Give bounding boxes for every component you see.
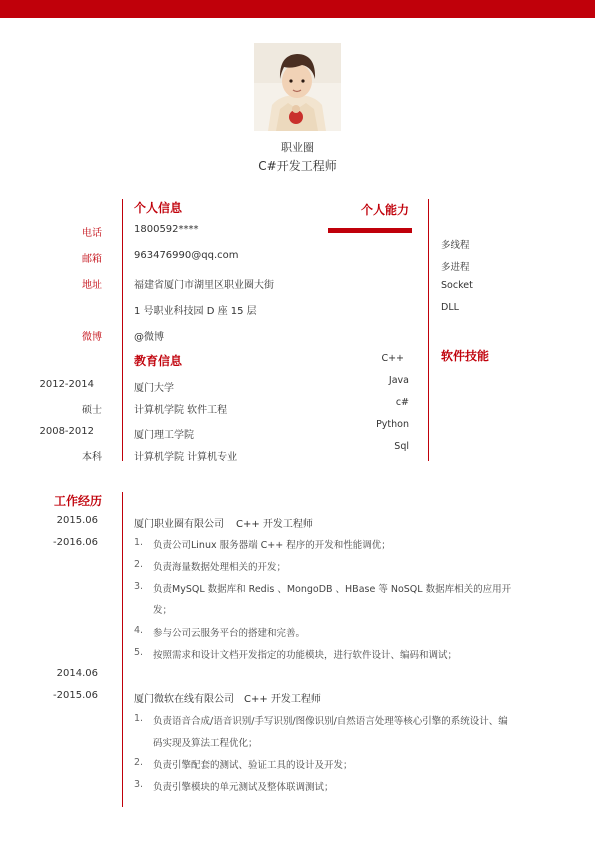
job-title: C#开发工程师 [258, 159, 337, 173]
weibo-label: 微博 [82, 332, 102, 343]
skill-item: c# [395, 397, 409, 408]
ability-level-bar [328, 228, 412, 233]
duty-item: 负责海量数据处理相关的开发； [153, 562, 287, 573]
duty-item: 负责语音合成/语音识别/手写识别/图像识别/自然语言处理等核心引擎的系统设计、编 [153, 716, 508, 727]
education-heading: 教育信息 [134, 354, 183, 368]
person-name: 职业圈 [281, 141, 314, 154]
duty-item: 负责MySQL 数据库和 Redis 、MongoDB 、HBase 等 NoSQL 数据库相关的应用开 [153, 584, 512, 595]
phone-label: 电话 [82, 228, 102, 239]
duty-number: 5. [134, 647, 144, 658]
duty-number: 3. [134, 779, 144, 790]
job-period-end: -2016.06 [53, 537, 98, 548]
ability-item: 多进程 [441, 262, 470, 273]
edu-degree: 本科 [82, 452, 102, 463]
abilities-heading: 个人能力 [361, 203, 410, 217]
child-portrait-image [254, 43, 341, 131]
duty-item: 按照需求和设计文档开发指定的功能模块，进行软件设计、编码和调试； [153, 650, 458, 661]
edu-period: 2008-2012 [39, 426, 94, 437]
address-value: 福建省厦门市湖里区职业圈大街 [134, 280, 274, 291]
job-period-start: 2014.06 [56, 668, 98, 679]
address-value-line2: 1 号职业科技园 D 座 15 层 [134, 306, 257, 317]
job-company: 厦门微软在线有限公司 [134, 694, 234, 705]
edu-major: 计算机学院 软件工程 [134, 405, 228, 416]
skill-item: Python [376, 419, 409, 430]
job-company: 厦门职业圈有限公司 [134, 519, 224, 530]
edu-major: 计算机学院 计算机专业 [134, 452, 238, 463]
job-position: C++ 开发工程师 [236, 519, 313, 530]
ability-item: Socket [441, 280, 473, 291]
duty-number: 4. [134, 625, 144, 636]
email-value: 963476990@qq.com [134, 250, 239, 261]
duty-number: 1. [134, 713, 144, 724]
work-heading: 工作经历 [54, 494, 103, 508]
left-column-divider [122, 199, 123, 461]
job-period-end: -2015.06 [53, 690, 98, 701]
duty-number: 2. [134, 559, 144, 570]
work-divider [122, 492, 123, 807]
weibo-value: @微博 [134, 332, 164, 343]
edu-period: 2012-2014 [39, 379, 94, 390]
duty-number: 2. [134, 757, 144, 768]
duty-item: 参与公司云服务平台的搭建和完善。 [153, 628, 306, 639]
job-period-start: 2015.06 [56, 515, 98, 526]
profile-photo [254, 43, 341, 131]
right-column-divider [428, 199, 429, 461]
skill-item: Java [388, 375, 409, 386]
duty-item-continued: 发； [153, 605, 173, 616]
duty-number: 3. [134, 581, 144, 592]
email-label: 邮箱 [82, 254, 102, 265]
personal-info-heading: 个人信息 [134, 201, 183, 215]
duty-number: 1. [134, 537, 144, 548]
duty-item: 负责引擎模块的单元测试及整体联调测试； [153, 782, 334, 793]
phone-value: 1800592**** [134, 224, 199, 235]
edu-degree: 硕士 [82, 405, 102, 416]
software-skills-heading: 软件技能 [441, 349, 490, 363]
duty-item-continued: 码实现及算法工程优化； [153, 738, 258, 749]
ability-item: 多线程 [441, 240, 470, 251]
top-banner-bar [0, 0, 595, 18]
duty-item: 负责公司Linux 服务器端 C++ 程序的开发和性能调优； [153, 540, 391, 551]
job-position: C++ 开发工程师 [244, 694, 321, 705]
ability-item: DLL [441, 302, 459, 313]
skill-item: C++ [381, 353, 404, 364]
address-label: 地址 [82, 280, 102, 291]
skill-item: Sql [394, 441, 409, 452]
edu-school: 厦门理工学院 [134, 430, 194, 441]
duty-item: 负责引擎配套的测试、验证工具的设计及开发； [153, 760, 353, 771]
edu-school: 厦门大学 [134, 383, 174, 394]
